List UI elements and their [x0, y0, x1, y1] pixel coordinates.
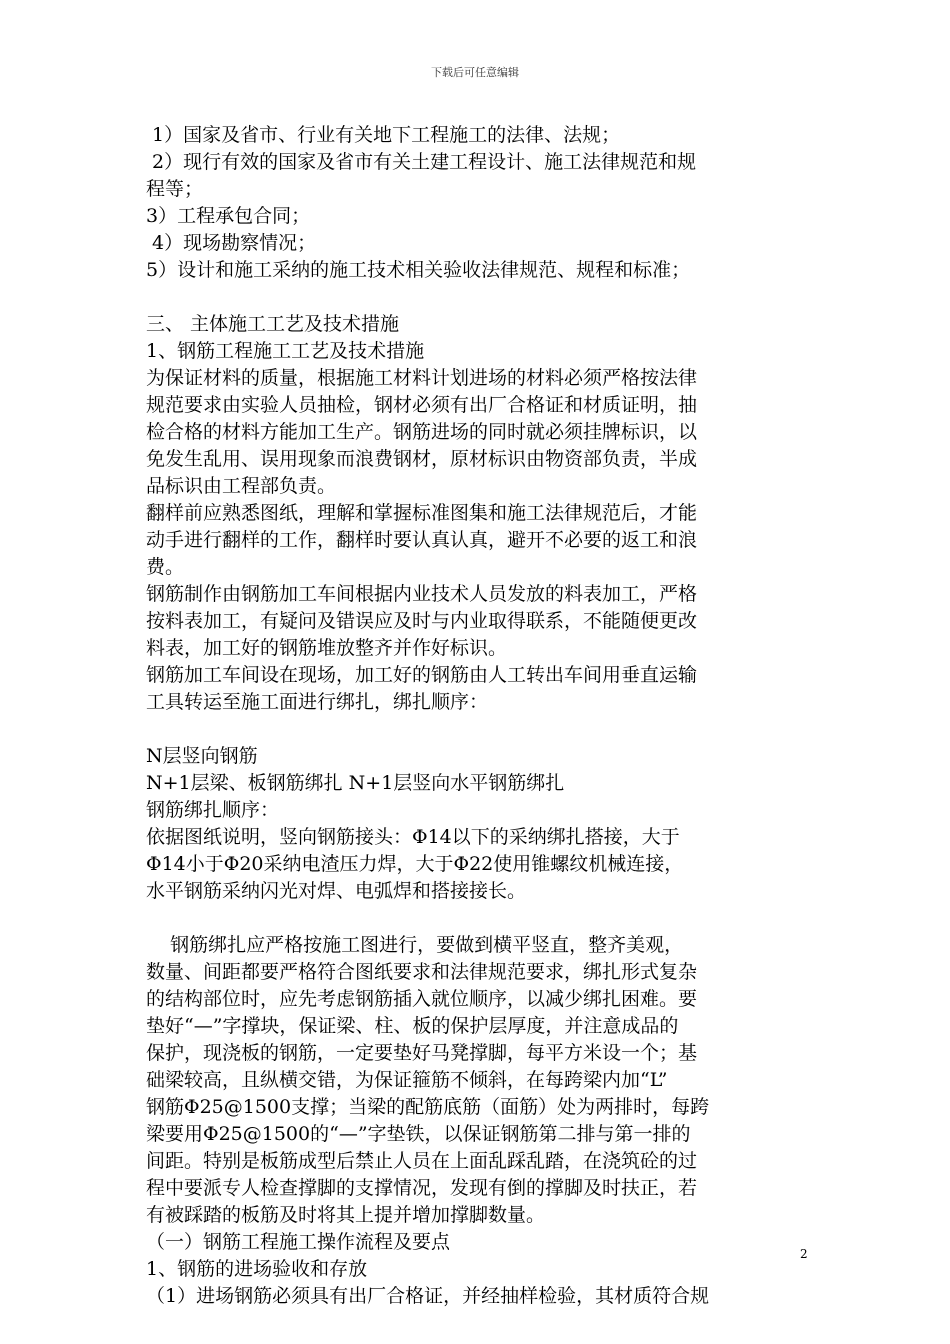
text-line: 程中要派专人检查撑脚的支撑情况，发现有倒的撑脚及时扶正，若	[146, 1177, 698, 1199]
text-line: 的结构部位时，应先考虑钢筋插入就位顺序，以减少绑扎困难。要	[146, 988, 698, 1010]
blank-line	[146, 716, 811, 743]
text-line: 水平钢筋采纳闪光对焊、电弧焊和搭接接长。	[146, 880, 527, 902]
text-line: N+1层梁、板钢筋绑扎 N+1层竖向水平钢筋绑扎	[146, 772, 565, 794]
text-line: （一）钢筋工程施工操作流程及要点	[146, 1231, 451, 1253]
text-line: 费。	[146, 556, 185, 578]
text-line: 为保证材料的质量，根据施工材料计划进场的材料必须严格按法律	[146, 367, 698, 389]
text-line: 程等；	[146, 178, 204, 200]
text-line: （1）进场钢筋必须具有出厂合格证，并经抽样检验，其材质符合规	[146, 1285, 710, 1307]
text-line: 依据图纸说明，竖向钢筋接头：Φ14以下的采纳绑扎搭接，大于	[146, 826, 680, 848]
text-line: 垫好“—”字撑块，保证梁、柱、板的保护层厚度，并注意成品的	[146, 1015, 679, 1037]
text-line: 钢筋制作由钢筋加工车间根据内业技术人员发放的料表加工，严格	[146, 583, 698, 605]
text-line: N层竖向钢筋	[146, 745, 258, 767]
document-body	[146, 122, 811, 1310]
text-line: 5）设计和施工采纳的施工技术相关验收法律规范、规程和标准；	[146, 259, 691, 281]
blank-line	[146, 284, 811, 311]
text-line: 检合格的材料方能加工生产。钢筋进场的同时就必须挂牌标识，以	[146, 421, 698, 443]
text-line: 1、钢筋的进场验收和存放	[146, 1258, 368, 1280]
subsection-heading: 1、钢筋工程施工工艺及技术措施	[146, 340, 425, 362]
text-line: 间距。特别是板筋成型后禁止人员在上面乱踩乱踏，在浇筑砼的过	[146, 1150, 698, 1172]
text-line: 4）现场勘察情况；	[146, 232, 317, 254]
text-line: 规范要求由实验人员抽检，钢材必须有出厂合格证和材质证明，抽	[146, 394, 698, 416]
text-line: 2）现行有效的国家及省市有关土建工程设计、施工法律规范和规	[146, 151, 697, 173]
blank-line	[146, 905, 811, 932]
text-line: 工具转运至施工面进行绑扎，绑扎顺序：	[146, 691, 489, 713]
text-line: 钢筋绑扎应严格按施工图进行，要做到横平竖直，整齐美观，	[146, 934, 684, 956]
page-header: 下载后可任意编辑	[431, 66, 519, 79]
text-line: 钢筋加工车间设在现场，加工好的钢筋由人工转出车间用垂直运输	[146, 664, 698, 686]
text-line: 础梁较高，且纵横交错，为保证箍筋不倾斜，在每跨梁内加“L”	[146, 1069, 668, 1091]
text-line: 数量、间距都要严格符合图纸要求和法律规范要求，绑扎形式复杂	[146, 961, 698, 983]
text-line: 料表，加工好的钢筋堆放整齐并作好标识。	[146, 637, 508, 659]
text-line: 保护，现浇板的钢筋，一定要垫好马凳撑脚，每平方米设一个；基	[146, 1042, 698, 1064]
text-line: 免发生乱用、误用现象而浪费钢材，原材标识由物资部负责，半成	[146, 448, 698, 470]
text-line: 有被踩踏的板筋及时将其上提并增加撑脚数量。	[146, 1204, 546, 1226]
section-heading: 三、 主体施工工艺及技术措施	[146, 313, 400, 335]
text-line: 钢筋Φ25@1500支撑；当梁的配筋底筋（面筋）处为两排时，每跨	[146, 1096, 710, 1118]
text-line: 按料表加工，有疑问及错误应及时与内业取得联系，不能随便更改	[146, 610, 698, 632]
text-line: 3）工程承包合同；	[146, 205, 311, 227]
text-line: 动手进行翻样的工作，翻样时要认真认真，避开不必要的返工和浪	[146, 529, 698, 551]
text-line: 品标识由工程部负责。	[146, 475, 337, 497]
text-line: 1）国家及省市、行业有关地下工程施工的法律、法规；	[146, 124, 621, 146]
text-line: Φ14小于Φ20采纳电渣压力焊，大于Φ22使用锥螺纹机械连接，	[146, 853, 684, 875]
text-line: 钢筋绑扎顺序：	[146, 799, 280, 821]
text-line: 翻样前应熟悉图纸，理解和掌握标准图集和施工法律规范后，才能	[146, 502, 698, 524]
page-number: 2	[800, 1247, 808, 1261]
text-line: 梁要用Φ25@1500的“—”字垫铁，以保证钢筋第二排与第一排的	[146, 1123, 691, 1145]
